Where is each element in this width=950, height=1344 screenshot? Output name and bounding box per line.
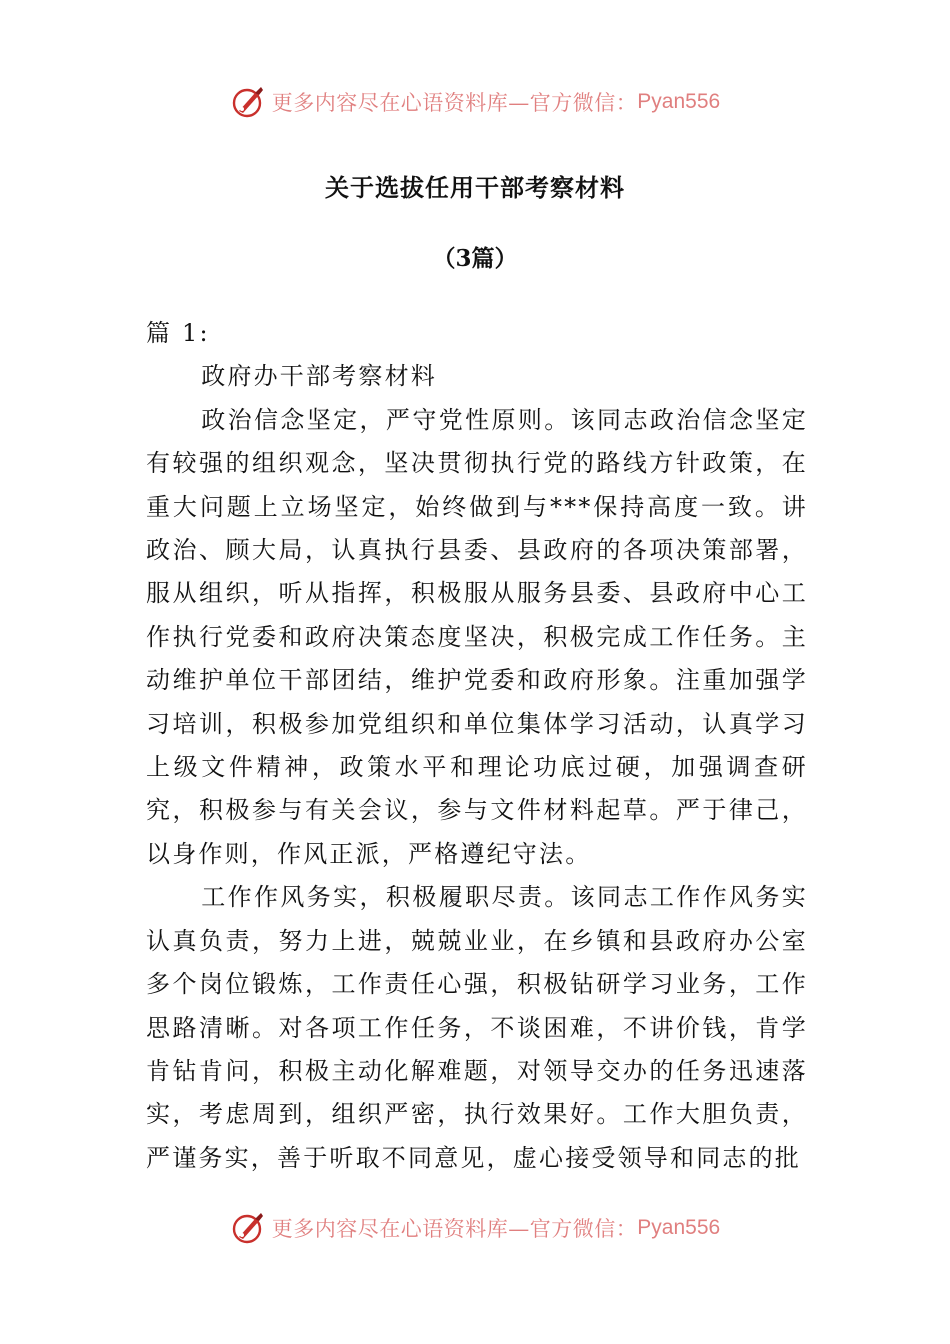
body-paragraph: 政治信念坚定，严守党性原则。该同志政治信念坚定有较强的组织观念，坚决贯彻执行党的路线方针政策，在重大问题上立场坚定，始终做到与***保持高度一致。讲政治、顾大局，认真执行县委、县政府的各项决策部署，服从组织，听从指挥，积极服从服务县委、县政府中心工作执行党委和政府决策态度坚决，积极完成工作任务。主动维护单位干部团结，维护党委和政府形象。注重加强学习培训，积极参加党组织和单位集体学习活动，认真学习上级文件精神，政策水平和理论功底过硬，加强调查研究，积极参与有关会议，参与文件材料起草。严于律己，以身作则，作风正派，严格遵纪守法。 bbox=[146, 405, 808, 868]
watermark-text: 更多内容尽在心语资料库—官方微信： bbox=[271, 1217, 638, 1241]
section-heading: 政府办干部考察材料 bbox=[201, 362, 437, 391]
pen-nib-circle-icon bbox=[230, 1210, 266, 1246]
watermark-text: 更多内容尽在心语资料库—官方微信： bbox=[271, 91, 638, 115]
watermark-wechat-id: Pyan556 bbox=[637, 1216, 721, 1239]
watermark-wechat-id: Pyan556 bbox=[637, 90, 721, 113]
body-paragraph: 工作作风务实，积极履职尽责。该同志工作作风务实认真负责，努力上进，兢兢业业，在乡镇和县政府办公室多个岗位锻炼，工作责任心强，积极钻研学习业务，工作思路清晰。对各项工作任务，不谈困难，不讲价钱，肯学肯钻肯问，积极主动化解难题，对领导交办的任务迅速落实，考虑周到，组织严密，执行效果好。工作大胆负责，严谨务实，善于听取不同意见，虚心接受领导和同志的批 bbox=[146, 883, 808, 1172]
document-title: 关于选拔任用干部考察材料 bbox=[325, 173, 625, 202]
watermark-banner-top bbox=[0, 82, 950, 122]
document-subtitle: （3篇） bbox=[432, 245, 518, 272]
document-body bbox=[146, 312, 808, 1180]
section-label: 篇 1: bbox=[146, 319, 210, 347]
watermark-banner-bottom bbox=[0, 1208, 950, 1248]
pen-nib-circle-icon bbox=[230, 84, 266, 120]
